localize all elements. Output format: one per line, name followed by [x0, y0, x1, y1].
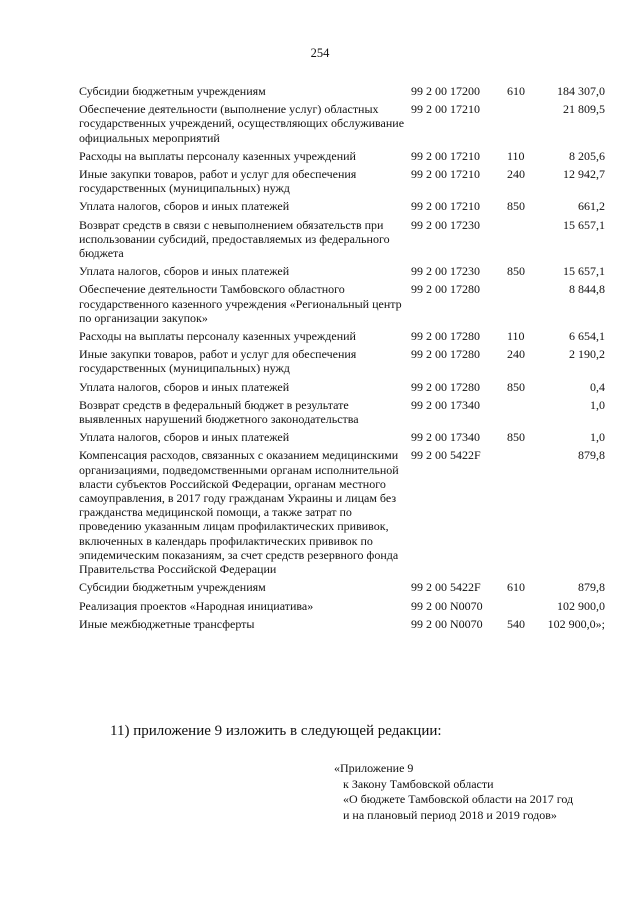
row-name: Обеспечение деятельности (выполнение услуг) областных государственных учреждений, осуществляющих обслуживание официальных мероприятий: [79, 102, 405, 145]
row-amount: 8 205,6: [569, 148, 605, 163]
table-row: [79, 149, 605, 167]
row-amount: 15 657,1: [563, 217, 605, 232]
row-expense-type: [507, 102, 545, 149]
row-expense-type: 110: [507, 148, 525, 163]
page-number: 254: [310, 46, 330, 60]
row-amount: 1,0: [590, 397, 605, 412]
row-code: 99 2 00 17210: [411, 102, 480, 117]
row-code: 99 2 00 5422F: [411, 448, 481, 463]
appendix-line-4: и на плановый период 2018 и 2019 годов»: [343, 807, 557, 822]
row-name: Иные закупки товаров, работ и услуг для обеспечения государственных (муниципальных) нужд: [79, 167, 357, 196]
table-row: [79, 617, 605, 635]
table-row: [79, 347, 605, 379]
row-name: Субсидии бюджетным учреждениям: [79, 580, 266, 595]
row-amount: 879,8: [578, 580, 605, 595]
row-name: Компенсация расходов, связанных с оказанием медицинскими организациями, подведомственными органам исполнительной власти субъектов Российской Федерации, органам местного самоуправления, в 2017 году гражданам Украины и лицам без гражданства медицинской помощи, а также затрат по проведению указанным лицам профилактических прививок, включенных в календарь профилактических прививок по эпидемическим показаниям, за счет средств резервного фонда Правительства Российской Федерации: [79, 448, 399, 577]
row-amount: 2 190,2: [569, 347, 605, 362]
appendix-line-3: «О бюджете Тамбовской области на 2017 год: [343, 792, 574, 807]
appendix-line-2: к Закону Тамбовской области: [343, 776, 494, 791]
row-name: Уплата налогов, сборов и иных платежей: [79, 264, 290, 279]
row-name: Расходы на выплаты персоналу казенных учреждений: [79, 329, 356, 344]
budget-table-body: [79, 84, 605, 635]
row-code: 99 2 00 17280: [411, 329, 480, 344]
row-expense-type: [507, 448, 545, 580]
row-code: 99 2 00 17210: [411, 148, 480, 163]
row-expense-type: [507, 218, 545, 265]
row-code: 99 2 00 17280: [411, 282, 480, 297]
table-row: [79, 84, 605, 102]
row-code: 99 2 00 17200: [411, 84, 480, 98]
row-expense-type: 610: [507, 84, 525, 98]
row-code: 99 2 00 N0070: [411, 598, 483, 613]
table-row: [79, 430, 605, 448]
row-expense-type: 240: [507, 347, 525, 362]
row-name: Иные межбюджетные трансферты: [79, 616, 255, 631]
row-amount: 8 844,8: [569, 282, 605, 297]
row-expense-type: 850: [507, 264, 525, 279]
row-name: Уплата налогов, сборов и иных платежей: [79, 430, 290, 445]
row-code: 99 2 00 N0070: [411, 616, 483, 631]
row-name: Расходы на выплаты персоналу казенных учреждений: [79, 148, 356, 163]
amendment-text: 11) приложение 9 изложить в следующей редакции:: [110, 723, 442, 739]
row-code: 99 2 00 17280: [411, 347, 480, 362]
table-row: [79, 167, 605, 199]
row-amount: 15 657,1: [563, 264, 605, 279]
row-amount: 102 900,0»;: [547, 616, 605, 631]
table-row: [79, 599, 605, 617]
row-name: Возврат средств в федеральный бюджет в результате выявленных нарушений бюджетного законодательства: [79, 397, 359, 427]
row-code: 99 2 00 17340: [411, 430, 480, 445]
table-row: [79, 102, 605, 149]
row-amount: 0,4: [590, 379, 605, 394]
row-name: Обеспечение деятельности Тамбовского областного государственного казенного учреждения «Региональный центр по организации закупок»: [79, 282, 402, 325]
row-name: Субсидии бюджетным учреждениям: [79, 84, 266, 98]
row-amount: 1,0: [590, 430, 605, 445]
row-name: Реализация проектов «Народная инициатива»: [79, 598, 314, 613]
table-row: [79, 264, 605, 282]
row-expense-type: 850: [507, 379, 525, 394]
table-row: [79, 329, 605, 347]
row-expense-type: [507, 282, 545, 329]
table-row: [79, 199, 605, 217]
table-row: [79, 448, 605, 580]
row-code: 99 2 00 5422F: [411, 580, 481, 595]
row-expense-type: [507, 398, 545, 430]
budget-table: [79, 84, 605, 635]
row-expense-type: 850: [507, 199, 525, 214]
row-expense-type: 610: [507, 580, 525, 595]
row-expense-type: 110: [507, 329, 525, 344]
row-name: Уплата налогов, сборов и иных платежей: [79, 379, 290, 394]
row-expense-type: 850: [507, 430, 525, 445]
row-name: Уплата налогов, сборов и иных платежей: [79, 199, 290, 214]
row-name: Возврат средств в связи с невыполнением обязательств при использовании субсидий, предоставляемых из федерального бюджета: [79, 217, 390, 261]
row-amount: 102 900,0: [557, 598, 605, 613]
table-row: [79, 282, 605, 329]
row-code: 99 2 00 17210: [411, 199, 480, 214]
row-amount: 184 307,0: [557, 84, 605, 98]
row-amount: 879,8: [578, 448, 605, 463]
appendix-line-1: «Приложение 9: [334, 761, 414, 775]
row-code: 99 2 00 17280: [411, 379, 480, 394]
table-row: [79, 398, 605, 430]
table-row: [79, 580, 605, 598]
table-row: [79, 218, 605, 265]
row-name: Иные закупки товаров, работ и услуг для обеспечения государственных (муниципальных) нужд: [79, 347, 357, 376]
row-expense-type: 240: [507, 167, 525, 182]
row-amount: 6 654,1: [569, 329, 605, 344]
row-code: 99 2 00 17210: [411, 167, 480, 182]
appendix-heading: [334, 761, 573, 823]
row-code: 99 2 00 17340: [411, 397, 480, 412]
row-code: 99 2 00 17230: [411, 264, 480, 279]
row-code: 99 2 00 17230: [411, 217, 480, 232]
row-expense-type: [507, 599, 545, 617]
row-amount: 12 942,7: [563, 167, 605, 182]
row-amount: 21 809,5: [563, 102, 605, 117]
row-expense-type: 540: [507, 616, 525, 631]
table-row: [79, 380, 605, 398]
row-amount: 661,2: [578, 199, 605, 214]
